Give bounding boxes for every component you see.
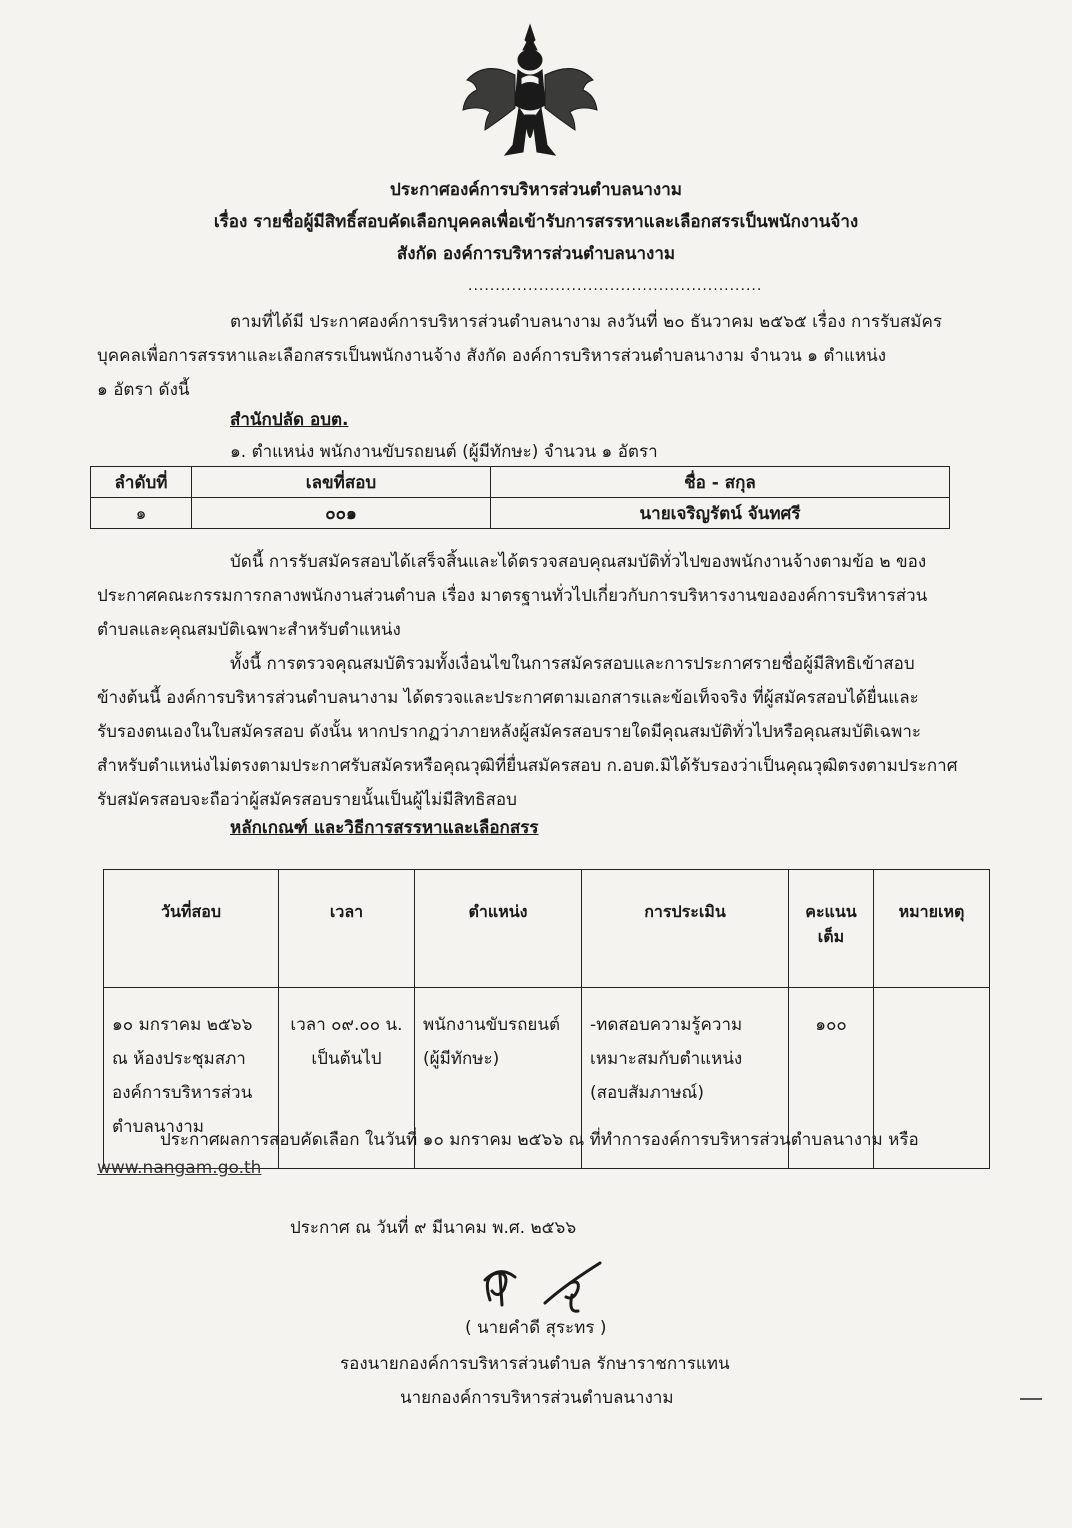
- para1-line-2: ประกาศคณะกรรมการกลางพนักงานส่วนตำบล เรื่อง มาตรฐานทั่วไปเกี่ยวกับการบริหารงานขององค์การบริหารส่วน: [97, 586, 928, 606]
- col-full-score: [789, 870, 874, 988]
- position-line: ๑. ตำแหน่ง พนักงานขับรถยนต์ (ผู้มีทักษะ) จำนวน ๑ อัตรา: [230, 442, 658, 462]
- cell-order: ๑: [91, 498, 192, 529]
- para1-line-3: ตำบลและคุณสมบัติเฉพาะสำหรับตำแหน่ง: [97, 620, 401, 640]
- cell-exam-number: ๐๐๑: [192, 498, 491, 529]
- signature-icon: [470, 1255, 630, 1315]
- col-exam-number: เลขที่สอบ: [192, 467, 491, 498]
- garuda-emblem-icon: [455, 20, 605, 170]
- exam-date-line1: ๑๐ มกราคม ๒๕๖๖: [112, 1015, 253, 1035]
- evaluation-line2: เหมาะสมกับตำแหน่ง: [590, 1049, 743, 1069]
- office-heading: สำนักปลัด อบต.: [230, 410, 349, 430]
- criteria-table: [103, 869, 990, 1169]
- para2-line-4: สำหรับตำแหน่งไม่ตรงตามประกาศรับสมัครหรือคุณวุฒิที่ยื่นสมัครสอบ ก.อบต.มิได้รับรองว่าเป็นคุณวุฒิตรงตามประกาศ: [97, 756, 958, 776]
- margin-mark: [1020, 1398, 1042, 1400]
- header-affiliation: สังกัด องค์การบริหารส่วนตำบลนางาม: [396, 244, 676, 264]
- para2-line-2: ข้างต้นนี้ องค์การบริหารส่วนตำบลนางาม ได้ตรวจและประกาศตามเอกสารและข้อเท็จจริง ที่ผู้สมัครสอบได้ยื่นและ: [97, 688, 919, 708]
- cell-full-name: นายเจริญรัตน์ จันทศรี: [491, 498, 950, 529]
- col-evaluation: การประเมิน: [582, 870, 789, 988]
- announce-date: ประกาศ ณ วันที่ ๙ มีนาคม พ.ศ. ๒๕๖๖: [290, 1218, 577, 1238]
- col-full-name: ชื่อ - สกุล: [491, 467, 950, 498]
- para2-line-3: รับรองตนเองในใบสมัครสอบ ดังนั้น หากปรากฏว่าภายหลังผู้สมัครสอบรายใดมีคุณสมบัติทั่วไปหรือคุณสมบัติเฉพาะ: [97, 722, 921, 742]
- criteria-heading: หลักเกณฑ์ และวิธีการสรรหาและเลือกสรร: [230, 818, 539, 838]
- exam-date-line2: ณ ห้องประชุมสภา: [112, 1049, 246, 1069]
- evaluation-line1: -ทดสอบความรู้ความ: [590, 1015, 743, 1035]
- criteria-header-row: [104, 870, 990, 988]
- header-subject: เรื่อง รายชื่อผู้มีสิทธิ์สอบคัดเลือกบุคคลเพื่อเข้ารับการสรรหาและเลือกสรรเป็นพนักงานจ้าง: [213, 212, 859, 232]
- result-line: ประกาศผลการสอบคัดเลือก ในวันที่ ๑๐ มกราคม ๒๕๖๖ ณ ที่ทำการองค์การบริหารส่วนตำบลนางาม หรือ: [160, 1130, 919, 1150]
- para2-line-5: รับสมัครสอบจะถือว่าผู้สมัครสอบรายนั้นเป็นผู้ไม่มีสิทธิสอบ: [97, 790, 517, 810]
- time-line2: เป็นต้นไป: [311, 1049, 382, 1069]
- header-divider: ......................................................: [468, 278, 763, 294]
- signer-name: ( นายคำดี สุระทร ): [465, 1318, 607, 1338]
- signer-title-1: รองนายกองค์การบริหารส่วนตำบล รักษาราชการแทน: [340, 1354, 730, 1374]
- table-row: [91, 498, 950, 529]
- para2-line-1: ทั้งนี้ การตรวจคุณสมบัติรวมทั้งเงื่อนไขในการสมัครสอบและการประกาศรายชื่อผู้มีสิทธิเข้าสอบ: [230, 654, 915, 674]
- intro-line-3: ๑ อัตรา ดังนี้: [97, 380, 190, 400]
- col-full-score-line2: เต็ม: [817, 927, 845, 946]
- col-full-score-line1: คะแนน: [805, 902, 857, 921]
- candidates-table: [90, 466, 950, 529]
- cell-full-score: ๑๐๐: [789, 988, 874, 1169]
- col-remark: หมายเหตุ: [874, 870, 990, 988]
- para1-line-1: บัดนี้ การรับสมัครสอบได้เสร็จสิ้นและได้ตรวจสอบคุณสมบัติทั่วไปของพนักงานจ้างตามข้อ ๒ ของ: [230, 552, 927, 572]
- position-line2: (ผู้มีทักษะ): [423, 1049, 500, 1069]
- website-link[interactable]: www.nangam.go.th: [97, 1158, 262, 1178]
- intro-line-2: บุคคลเพื่อการสรรหาและเลือกสรรเป็นพนักงานจ้าง สังกัด องค์การบริหารส่วนตำบลนางาม จำนวน ๑ ตำแหน่ง: [97, 346, 887, 366]
- exam-date-line3: องค์การบริหารส่วน: [112, 1083, 253, 1103]
- exam-date-line4: ตำบลนางาม: [112, 1117, 205, 1137]
- position-line1: พนักงานขับรถยนต์: [423, 1015, 561, 1035]
- evaluation-line3: (สอบสัมภาษณ์): [590, 1083, 704, 1103]
- signer-title-2: นายกองค์การบริหารส่วนตำบลนางาม: [400, 1388, 674, 1408]
- intro-line-1: ตามที่ได้มี ประกาศองค์การบริหารส่วนตำบลนางาม ลงวันที่ ๒๐ ธันวาคม ๒๕๖๕ เรื่อง การรับสมัคร: [230, 312, 943, 332]
- col-exam-date: วันที่สอบ: [104, 870, 279, 988]
- col-position: ตำแหน่ง: [415, 870, 582, 988]
- time-line1: เวลา ๐๙.๐๐ น.: [290, 1015, 403, 1035]
- col-time: เวลา: [279, 870, 415, 988]
- header-title: ประกาศองค์การบริหารส่วนตำบลนางาม: [390, 180, 682, 200]
- col-order: ลำดับที่: [91, 467, 192, 498]
- table-header-row: [91, 467, 950, 498]
